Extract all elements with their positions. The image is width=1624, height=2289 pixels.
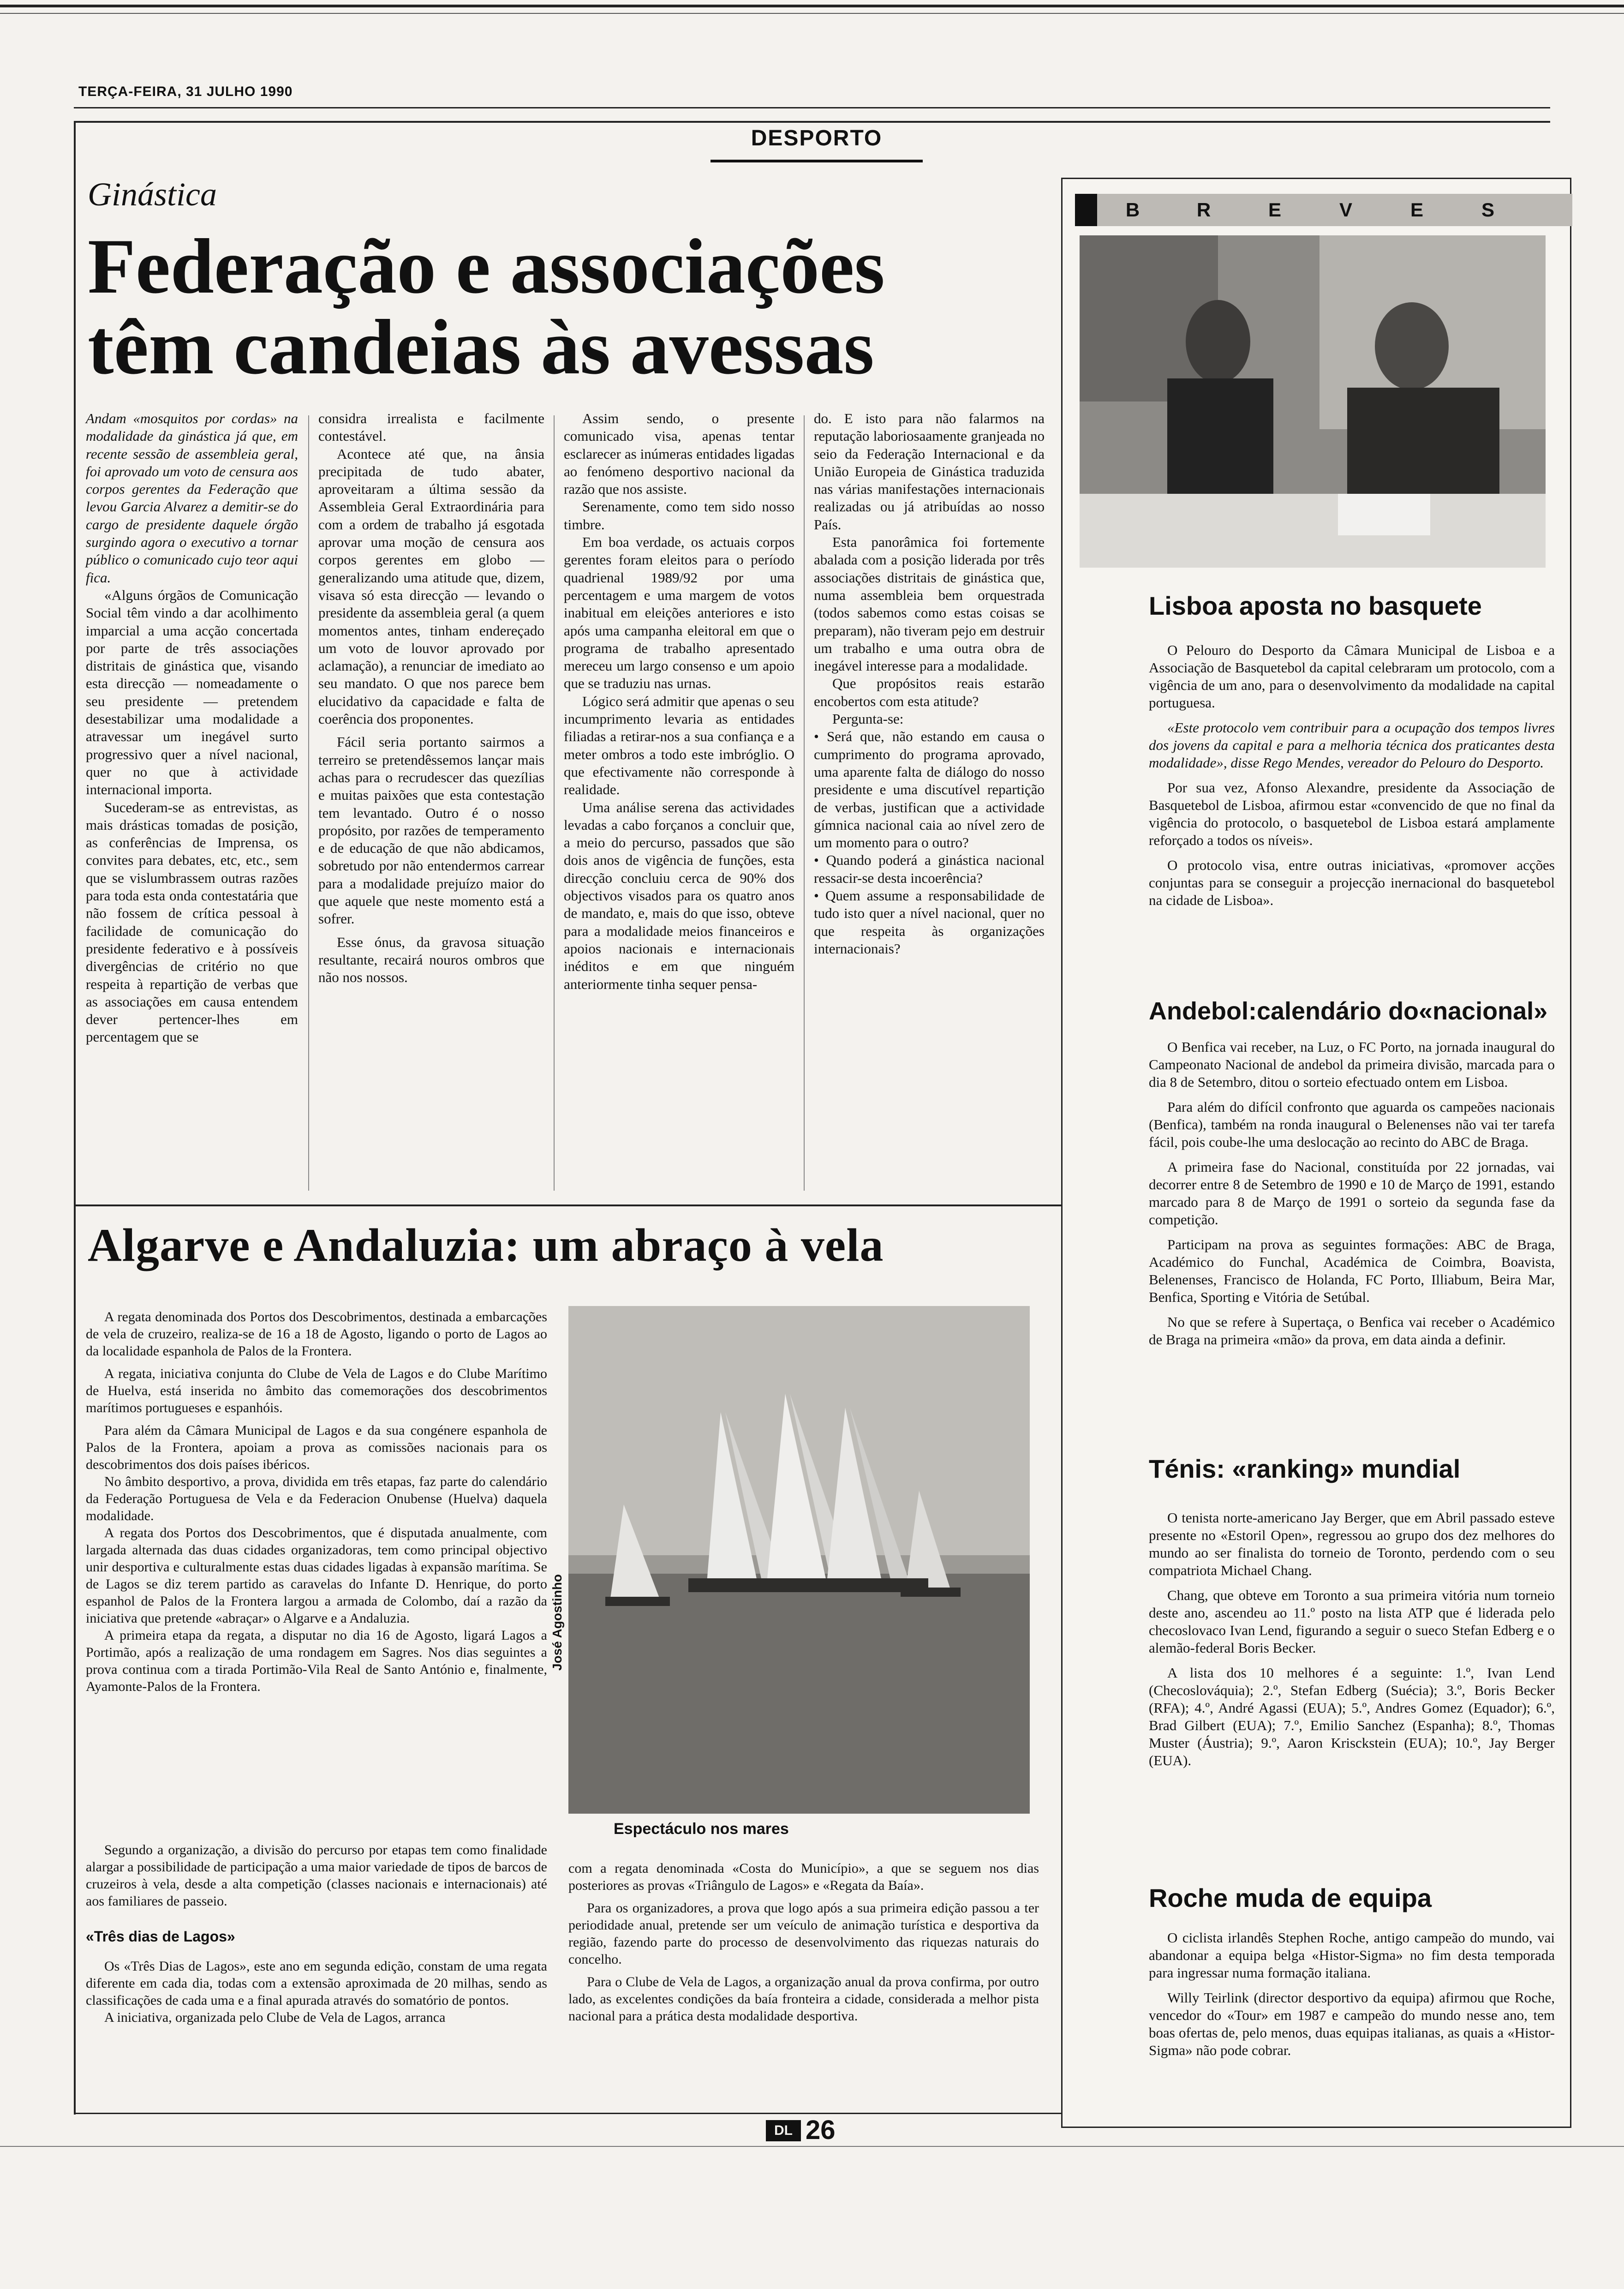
signing-photo-image bbox=[1080, 235, 1546, 568]
article2-headline: Algarve e Andaluzia: um abraço à vela bbox=[88, 1219, 884, 1271]
article2-subhead: «Três dias de Lagos» bbox=[86, 1928, 235, 1945]
article2-para: Os «Três Dias de Lagos», este ano em segunda edição, constam de uma regata diferente em cada dia, todas com a extensão aproximada de 20 milhas, sendo as classificações de cada uma e a final apurada através do somatório de pontos. bbox=[86, 1959, 547, 2008]
breves-para: O tenista norte-americano Jay Berger, que em Abril passado esteve presente no «Estoril Open», regressou ao grupo dos dez melhores do mundo ao ser finalista do torneio de Toronto, perdendo com o seu compatriota Michael Chang. bbox=[1149, 1510, 1555, 1578]
breves-para: Willy Teirlink (director desportivo da equipa) afirmou que Roche, vencedor do «Tour» em 1987 e campeão do mundo nesse ano, tem boas ofertas de, pelo menos, duas equipas italianas, as quais a «Histor-Sigma» não pode cobrar. bbox=[1149, 1989, 1555, 2058]
article1-col2-para: Fácil seria portanto sairmos a terreiro se pretendêssemos lançar mais achas para o recrudescer das quezílias e muitas paixões que esta contestação tem levantado. Outro é o nosso propósito, por razões de temperamento e de educação de que não abdicamos, sobretudo por não entendermos carrear para a modalidade prejuízo maior do que aquele que neste momento está a sofrer. bbox=[318, 734, 544, 927]
breves-item-3-body bbox=[1149, 1509, 1555, 1769]
article1-col3-para: Lógico será admitir que apenas o seu incumprimento levaria as entidades filiadas a retirar-nos a sua confiança e a meter ombros a todo este imbróglio. O que efectivamente não corresponde à realidade. bbox=[564, 693, 794, 798]
article1-col4-para: Esta panorâmica foi fortemente abalada com a posição liderada por três associações distritais de ginástica que, numa assembleia bem orquestrada (todos sabemos como estas coisas se preparam), não tiveram pejo em destruir um trabalho e uma outra obra de inegável interesse para a modalidade. bbox=[814, 534, 1045, 674]
article1-col4-para: Pergunta-se: bbox=[832, 711, 904, 727]
article2-column-1-bottom bbox=[86, 1841, 547, 2026]
breves-para: Para além do difícil confronto que aguarda os campeões nacionais (Benfica), também na ronda inaugural o Belenenses não vai ter tarefa fácil, pois coube-lhe uma deslocação ao recinto do ABC de Braga. bbox=[1149, 1099, 1555, 1150]
article2-para: A iniciativa, organizada pelo Clube de Vela de Lagos, arranca bbox=[104, 2010, 446, 2025]
sailing-photo bbox=[568, 1306, 1030, 1814]
top-rule bbox=[0, 5, 1624, 7]
breves-item-title: Roche muda de equipa bbox=[1149, 1883, 1432, 1912]
breves-para: «Este protocolo vem contribuir para a ocupação dos tempos livres dos jovens da capital e para a melhoria técnica dos praticantes desta modalidade», disse Rego Mendes, vereador do Pelouro do Desporto. bbox=[1149, 719, 1555, 771]
breves-para: O ciclista irlandês Stephen Roche, antigo campeão do mundo, vai abandonar a equipa belga «Histor-Sigma» no fim desta temporada para ingressar numa formação italiana. bbox=[1149, 1929, 1555, 1981]
breves-letter: E bbox=[1268, 199, 1281, 221]
breves-para: Por sua vez, Afonso Alexandre, presidente da Associação de Basquetebol de Lisboa, afirmou estar «convencido de que no final da vigência do protocolo, o basquetebol de Lisboa estará amplamente reforçado a todos os níveis». bbox=[1149, 779, 1555, 848]
breves-para: No que se refere à Supertaça, o Benfica vai receber o Académico de Braga na primeira «mão» da prova, em data ainda a definir. bbox=[1149, 1314, 1555, 1348]
column-rule bbox=[804, 415, 805, 1191]
article2-para: A regata denominada dos Portos dos Descobrimentos, destinada a embarcações de vela de cruzeiro, realiza-se de 16 a 18 de Agosto, ligando o porto de Lagos ao da localidade espanhola de Palos de la Frontera. bbox=[86, 1309, 547, 1359]
breves-para: O Pelouro do Desporto da Câmara Municipal de Lisboa e a Associação de Basquetebol da capital celebraram um protocolo, com a vigência de um ano, para o desenvolvimento da modalidade na capital portuguesa. bbox=[1149, 642, 1555, 711]
breves-item-title: Lisboa aposta no basquete bbox=[1149, 591, 1482, 620]
article1-col4-para: • Quem assume a responsabilidade de tudo isto quer a nível nacional, quer no que respeita às organizações internacionais? bbox=[814, 887, 1045, 957]
article1-headline bbox=[88, 223, 1057, 390]
article1-column-1 bbox=[86, 410, 298, 1046]
page-number: 26 bbox=[806, 2115, 836, 2145]
date-rule bbox=[74, 107, 1550, 108]
frame-top bbox=[74, 121, 1550, 123]
breves-item-title: Andebol:calendário do«nacional» bbox=[1149, 997, 1548, 1025]
article1-col2-para: Esse ónus, da gravosa situação resultante, recairá nouros ombros que não nos nossos. bbox=[318, 934, 544, 986]
section-title: DESPORTO bbox=[751, 126, 883, 150]
article1-col1-para: Sucederam-se as entrevistas, as mais drásticas tomadas de posição, as conferências de Imprensa, os convites para debates, etc, etc., sem que se vislumbrassem outras razões para toda esta onda contestatária que não fossem de crítica pessoal à facilidade de comunicação do presidente federativo e à possíveis divergências de critério no que respeita à repartição de verbas que as associações em causa entendem dever pertencer-lhes em percentagem que se bbox=[86, 799, 298, 1045]
breves-letter: B bbox=[1125, 199, 1140, 221]
breves-item-4 bbox=[1149, 1883, 1564, 1913]
page-date: TERÇA-FEIRA, 31 JULHO 1990 bbox=[78, 84, 293, 99]
article1-col1-para: «Alguns órgãos de Comunicação Social têm vindo a dar acolhimento imparcial a uma acção concertada por parte de três associações distritais de ginástica que, visando esta direcção — nomeadamente o seu presidente — pretendem desestabilizar uma modalidade a atravessar um inegável surto progressivo quer a nível nacional, quer no que à actividade internacional importa. bbox=[86, 587, 298, 798]
article2-para: Segundo a organização, a divisão do percurso por etapas tem como finalidade alargar a possibilidade de participação a uma maior variedade de tipos de barcos de cruzeiros à vela, desde a alta competição (classes nacionais e internacionais) até aos familiares de passeio. bbox=[86, 1842, 547, 1909]
article2-para: Para os organizadores, a prova que logo após a sua primeira edição passou a ter periodidade anual, pretende ser um veículo de animação turística e desportiva da região, fazendo parte do processo de desenvolvimento das riquezas naturais do concelho. bbox=[568, 1900, 1039, 1967]
column-rule bbox=[308, 415, 309, 1191]
breves-item-1-body bbox=[1149, 641, 1555, 909]
article-bottom-rule bbox=[74, 2113, 1061, 2114]
article2-para: No âmbito desportivo, a prova, dividida em três etapas, faz parte do calendário da Federação Portuguesa de Vela e da Federacion Onubense (Huelva) daquela modalidade. bbox=[86, 1474, 547, 1523]
sailing-photo-image bbox=[568, 1306, 1030, 1814]
article1-col4-para: do. E isto para não falarmos na reputação laboriosaamente granjeada no seio da Federação Internacional e da União Europeia de Ginástica traduzida nas várias manifestações internacionais realizadas ou já atribuídas ao nosso País. bbox=[814, 410, 1045, 533]
frame-left bbox=[74, 121, 76, 2115]
article-divider bbox=[74, 1204, 1061, 1206]
article1-headline-line1: Federação e associações bbox=[88, 223, 885, 310]
article1-col2-para: considra irrealista e facilmente contestável. bbox=[318, 410, 544, 444]
breves-para: O Benfica vai receber, na Luz, o FC Porto, na jornada inaugural do Campeonato Nacional de andebol da primeira divisão, marcada para o dia 8 de Setembro, ditou o sorteio efectuado ontem em Lisboa. bbox=[1149, 1039, 1555, 1090]
section-label bbox=[710, 126, 923, 162]
article1-kicker: Ginástica bbox=[88, 176, 217, 213]
breves-item-title: Ténis: «ranking» mundial bbox=[1149, 1454, 1461, 1483]
article2-para: com a regata denominada «Costa do Município», a que se seguem nos dias posteriores as provas «Triângulo de Lagos» e «Regata da Baía». bbox=[568, 1861, 1039, 1893]
breves-letter: S bbox=[1481, 199, 1494, 221]
article1-col4-para: • Será que, não estando em causa o cumprimento do programa aprovado, uma aparente falta de diálogo do nosso presidente e uma discutível repartição de verbas, justifican que a actividade gímnica nacional caia ao nível zero de um momento para o outro? bbox=[814, 728, 1045, 851]
breves-para: A lista dos 10 melhores é a seguinte: 1.º, Ivan Lend (Checoslováquia); 2.º, Stefan Edberg (Suécia); 3.º, Boris Becker (RFA); 4.º, André Agassi (EUA); 5.º, Andres Gomez (Equador); 6.º, Brad Gilbert (EUA); 7.º, Emilio Sanchez (Espanha); 8.º, Thomas Muster (Áustria); 9.º, Aaron Krisckstein (EUA); 10.º, Jay Berger (EUA). bbox=[1149, 1665, 1555, 1768]
article1-column-2 bbox=[318, 410, 544, 987]
breves-item-3 bbox=[1149, 1454, 1564, 1484]
article1-col2-para: Acontece até que, na ânsia precipitada de tudo abater, aproveitaram a última sessão da Assembleia Geral Extraordinária para com a ordem de trabalho já esgotada aprovar uma moção de censura aos corpos gerentes em globo — generalizando uma atitude que, dizem, visava só esta direcção — levando o presidente da assembleia geral (a quem momentos antes, tinham endereçado um voto de louvor aprovado por aclamação), a renunciar de imediato ao seu mandato. O que nos parece bem elucidativo da capacidade e falta de coerência dos proponentes. bbox=[318, 445, 544, 727]
breves-para: O protocolo visa, entre outras iniciativas, «promover acções conjuntas para se conseguir a projecção inernacional do basquetebol na cidade de Lisboa». bbox=[1149, 857, 1555, 908]
breves-letter: R bbox=[1196, 199, 1211, 221]
breves-para: Chang, que obteve em Toronto a sua primeira vitória num torneio deste ano, ascendeu ao 11.º posto na lista ATP que é liderada pelo checoslovaco Ivan Lend, figurando a seguir o sueco Stefan Edberg e o alemão-federal Boris Becker. bbox=[1149, 1587, 1555, 1656]
breves-item-2 bbox=[1149, 997, 1564, 1025]
article1-col3-para: Serenamente, como tem sido nosso timbre. bbox=[564, 498, 794, 533]
breves-item-2-body bbox=[1149, 1038, 1555, 1348]
article2-para: A primeira etapa da regata, a disputar no dia 16 de Agosto, ligará Lagos a Portimão, após a realização de uma rondagem em Sagres. Nos dias seguintes a prova continua com a tirada Portimão-Vila Real de Santo António e, finalmente, Ayamonte-Palos de la Frontera. bbox=[86, 1628, 547, 1694]
article1-col4-para: Que propósitos reais estarão encobertos com esta atitude? bbox=[814, 675, 1045, 709]
column-rule bbox=[554, 415, 555, 1191]
top-rule-thin bbox=[0, 13, 1624, 14]
breves-item-1 bbox=[1149, 591, 1564, 621]
breves-item-4-body bbox=[1149, 1929, 1555, 2059]
article1-col4-para: • Quando poderá a ginástica nacional ressacir-se desta incoerência? bbox=[814, 852, 1045, 886]
bottom-rule bbox=[0, 2146, 1624, 2147]
article2-column-1-top bbox=[86, 1308, 547, 1695]
breves-para: A primeira fase do Nacional, constituída por 22 jornadas, vai decorrer entre 8 de Setembro de 1990 e 10 de Março de 1991, estando marcado para 8 de Março de 1991 o sorteio da segunda fase da competição. bbox=[1149, 1159, 1555, 1228]
article1-column-4 bbox=[814, 410, 1045, 958]
article1-col3-para: Uma análise serena das actividades levadas a cabo forçanos a concluir que, a meio do percurso, passados que são dois anos de vigência de funções, esta direcção concluiu cerca de 90% dos objectivos visados para os quatro anos de mandato, e, mais do que isso, obteve para a modalidade meios financeiros e apoios nacionais e internacionais inéditos e em que ninguém anteriormente tinha sequer pensa- bbox=[564, 799, 794, 992]
breves-para: Participam na prova as seguintes formações: ABC de Braga, Académico do Funchal, Académica de Coimbra, Boavista, Belenenses, Francisco de Holanda, FC Porto, Illiabum, Beira Mar, Benfica, Sporting e Vitória de Setúbal. bbox=[1149, 1236, 1555, 1305]
breves-letter: E bbox=[1410, 199, 1423, 221]
article2-para: A regata dos Portos dos Descobrimentos, que é disputada anualmente, com largada alternada das duas cidades organizadoras, tem como principal objectivo unir desportiva e culturalmente estas duas cidades ligadas à expansão marítima. Se de Lagos se diz terem partido as caravelas do Infante D. Henrique, do porto espanhol de Palos de la Frontera largou a armada de Colombo, daí a razão da iniciativa que pretende «abraçar» o Algarve e a Andaluzia. bbox=[86, 1525, 547, 1626]
article2-para: Para o Clube de Vela de Lagos, a organização anual da prova confirma, por outro lado, as excelentes condições da baía fronteira a cidade, considerada a melhor pista nacional para a prática desta modalidade desportiva. bbox=[568, 1974, 1039, 2024]
article2-para: A regata, iniciativa conjunta do Clube de Vela de Lagos e do Clube Marítimo de Huelva, está inserida no âmbito das comemorações dos descobrimentos marítimos portugueses e espanhóis. bbox=[86, 1366, 547, 1415]
newspaper-logo: DL bbox=[766, 2120, 801, 2141]
photo-credit: José Agostinho bbox=[550, 1574, 564, 1671]
article1-col1-para: Andam «mosquitos por cordas» na modalidade da ginástica já que, em recente sessão de assembleia geral, foi aprovado um voto de censura aos corpos gerentes da Federação que levou Garcia Alvarez a demitir-se do cargo de presidente daquele órgão surgindo agora o executivo a tornar público o comunicado cujo teor aqui fica. bbox=[86, 410, 298, 586]
article1-col3-para: Assim sendo, o presente comunicado visa, apenas tentar esclarecer as inúmeras entidades ligadas ao fenómeno desportivo nacional da razão que nos assiste. bbox=[564, 410, 794, 497]
article2-para: Para além da Câmara Municipal de Lagos e da sua congénere espanhola de Palos de la Frontera, apoiam a prova as comissões nacionais para os descobrimentos dos dois países ibéricos. bbox=[86, 1423, 547, 1472]
article2-column-2 bbox=[568, 1860, 1039, 2025]
article1-headline-line2: têm candeias às avessas bbox=[88, 304, 874, 390]
breves-header bbox=[1075, 194, 1572, 226]
basketball-signing-photo bbox=[1080, 235, 1546, 568]
article1-column-3 bbox=[564, 410, 794, 993]
breves-letter: V bbox=[1339, 199, 1352, 221]
photo-caption: Espectáculo nos mares bbox=[614, 1820, 789, 1838]
article1-col3-para: Em boa verdade, os actuais corpos gerentes foram eleitos para o período quadrienal 1989/92 por uma percentagem e uma margem de votos inabitual em eleições anteriores e isto após uma campanha eleitoral em que o programa de trabalho apresentado mereceu um largo consenso e um apoio que se traduziu nas urnas. bbox=[564, 534, 794, 692]
